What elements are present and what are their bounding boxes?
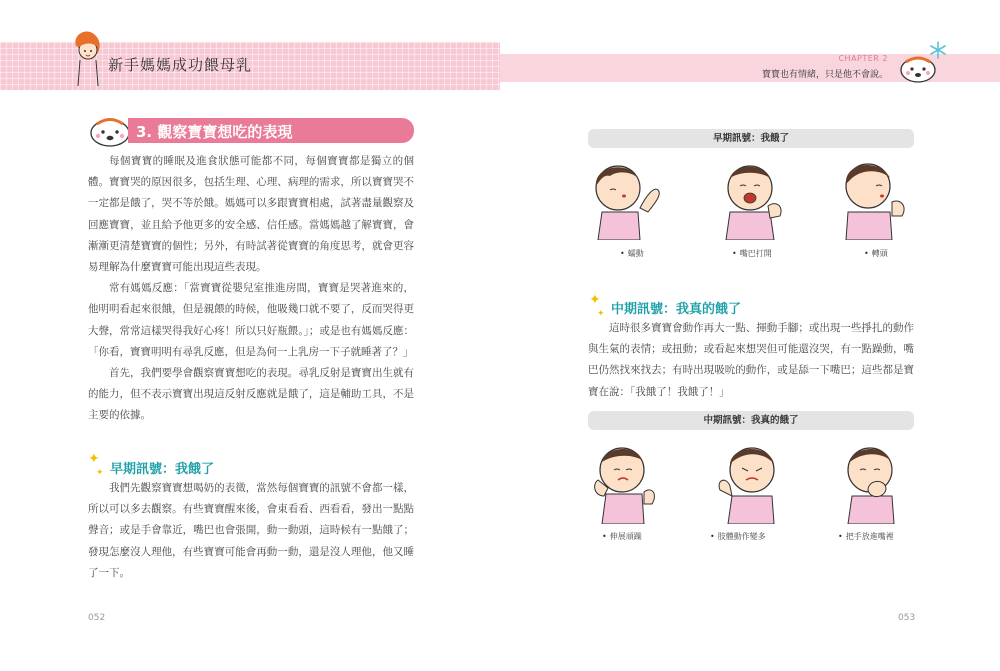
caption-turning-head: • 轉頭: [864, 249, 888, 258]
section-header: [128, 118, 414, 143]
section-baby-face-icon: [88, 116, 132, 148]
paragraph: 每個寶寶的睡眠及進食狀態可能都不同，每個寶寶都是獨立的個體。寶寶哭的原因很多，包括生理、心理、病理的需求，所以寶寶哭不一定都是餓了，哭不等於餓。媽媽可以多跟寶寶相處，試著盡量觀察及回應寶寶，並且給予他更多的安全感、信任感。當媽媽越了解寶寶，會漸漸更清楚寶寶的個性；另外，有時試著從寶寶的角度思考，就會更容易理解為什麼寶寶可能出現這些表現。: [88, 155, 414, 274]
caption-hand-in-mouth: • 把手放進嘴裡: [838, 532, 894, 541]
sparkle-icon: ✦: [96, 468, 104, 478]
mid-signal-heading: 中期訊號：我真的餓了: [611, 302, 742, 317]
paragraph: 首先，我們要學會觀察寶寶想吃的表現。尋乳反射是寶寶出生就有的能力，但不表示寶寶出現這反射反應就是餓了，這是輔助工具，不是主要的依據。: [88, 367, 414, 422]
caption-wriggling: • 蠕動: [620, 249, 644, 258]
baby-mouth-open-illustration: [714, 156, 794, 240]
early-signal-heading: 早期訊號：我餓了: [110, 462, 215, 477]
mid-signal-text: [588, 318, 914, 403]
caption-mouth-open: • 嘴巴打開: [732, 249, 772, 258]
page-number-right: 053: [898, 613, 916, 623]
sparkle-icon: ✦: [597, 309, 605, 319]
paragraph: 我們先觀察寶寶想喝奶的表徵，當然每個寶寶的訊號不會都一樣，所以可以多去觀察。有些寶寶醒來後，會東看看、西看看，發出一點點聲音；或是手會靠近，嘴巴也會張開，動一動頭，這時候有一點餓了；發現怎麼沒人理他，有些寶寶可能會再動一動，還是沒人理他，他又睡了一下。: [88, 482, 414, 579]
snowflake-icon: [928, 40, 948, 60]
paragraph: 這時很多寶寶會動作再大一點、揮動手腳；或出現一些掙扎的動作與生氣的表情；或扭動；或看起來想哭但可能還沒哭，有一點躁動，嘴巴仍然找來找去；有時出現吸吮的動作，或是舔一下嘴巴；這些都是寶寶在說：「我餓了！我餓了！」: [588, 322, 914, 398]
caption-more-movement: • 肢體動作變多: [710, 532, 766, 541]
early-signal-text: [88, 478, 414, 584]
baby-turning-head-illustration: [838, 156, 918, 240]
section-title: 3. 觀察寶寶想吃的表現: [136, 123, 293, 141]
baby-stretching-illustration: [592, 440, 672, 524]
sparkle-icon: ✦: [589, 292, 601, 308]
caption-stretching: • 伸展頑躁: [602, 532, 642, 541]
intro-text: [88, 151, 414, 427]
baby-hand-in-mouth-illustration: [838, 440, 918, 524]
chapter-subtitle: 寶寶也有情緒，只是他不會說。: [761, 70, 888, 80]
early-panel-title: 早期訊號：我餓了: [588, 129, 914, 148]
paragraph: 常有媽媽反應：「當寶寶從嬰兒室推進房間，寶寶是哭著進來的，他明明看起來很餓，但是親餵的時候，他吸幾口就不要了，反而哭得更大聲，常常這樣哭得我好心疼！所以只好瓶餵。」；或是也有媽媽反應：「你看，寶寶明明有尋乳反應，但是為何一上乳房一下子就睡著了？」: [88, 282, 414, 358]
baby-wriggling-illustration: [588, 156, 668, 240]
baby-more-movement-illustration: [716, 440, 796, 524]
mother-logo-icon: [70, 28, 104, 88]
page-number-left: 052: [88, 613, 106, 623]
book-title: 新手媽媽成功餵母乳: [108, 56, 253, 74]
sparkle-icon: ✦: [88, 451, 100, 467]
mid-panel-title: 中期訊號：我真的餓了: [588, 411, 914, 430]
chapter-label: CHAPTER 2: [838, 54, 888, 63]
